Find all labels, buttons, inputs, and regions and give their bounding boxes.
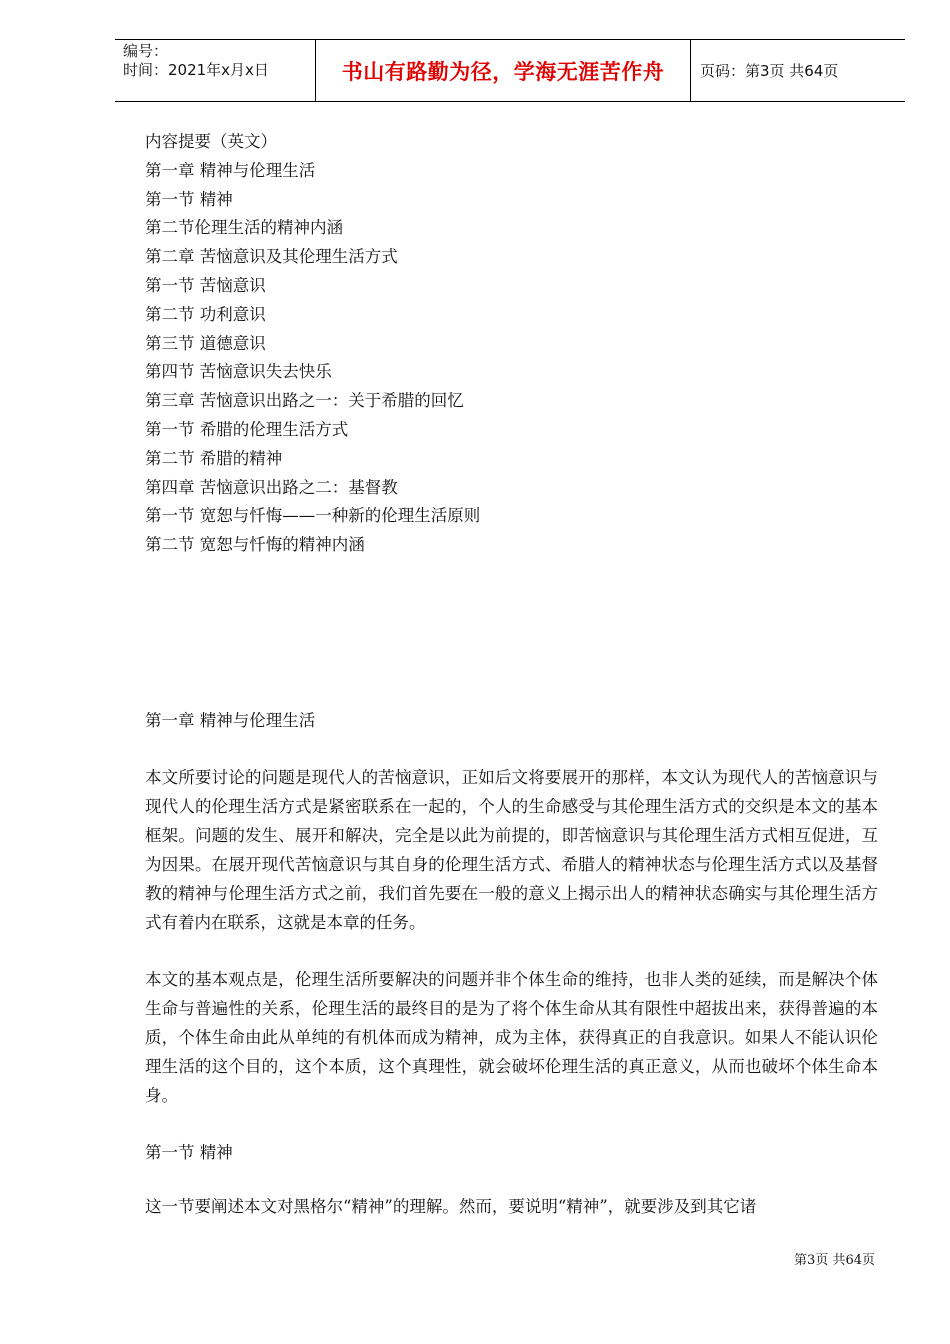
toc-item: 第一节 苦恼意识 xyxy=(145,275,266,295)
toc-item: 第四章 苦恼意识出路之二：基督教 xyxy=(145,477,398,497)
section-heading: 第一节 精神 xyxy=(145,1143,233,1162)
body-paragraph: 本文所要讨论的问题是现代人的苦恼意识，正如后文将要展开的那样，本文认为现代人的苦恼意识与现代人的伦理生活方式是紧密联系在一起的，个人的生命感受与其伦理生活方式的交织是本文的基本框架。问题的发生、展开和解决，完全是以此为前提的，即苦恼意识与其伦理生活方式相互促进，互为因果。在展开现代苦恼意识与其自身的伦理生活方式、希腊人的精神状态与伦理生活方式以及基督教的精神与伦理生活方式之前，我们首先要在一般的意义上揭示出人的精神状态确实与其伦理生活方式有着内在联系，这就是本章的任务。 xyxy=(145,768,878,932)
page-footer: 第3页 共64页 xyxy=(794,1253,875,1268)
toc-item: 第三节 道德意识 xyxy=(145,333,266,353)
table-of-contents xyxy=(145,128,878,560)
toc-item: 第二节 宽恕与忏悔的精神内涵 xyxy=(145,535,365,555)
page-header xyxy=(115,39,905,102)
toc-item: 第一章 精神与伦理生活 xyxy=(145,160,316,180)
time-label: 时间：2021年x月x日 xyxy=(123,61,269,79)
toc-item: 第二节伦理生活的精神内涵 xyxy=(145,218,343,238)
body-paragraph: 本文的基本观点是，伦理生活所要解决的问题并非个体生命的维持，也非人类的延续，而是解决个体生命与普遍性的关系，伦理生活的最终目的是为了将个体生命从其有限性中超拔出来，获得普遍的本质，个体生命由此从单纯的有机体而成为精神，成为主体，获得真正的自我意识。如果人不能认识伦理生活的这个目的，这个本质，这个真理性，就会破坏伦理生活的真正意义，从而也破坏个体生命本身。 xyxy=(145,970,878,1105)
header-motto: 书山有路勤为径，学海无涯苦作舟 xyxy=(315,40,691,101)
serial-label: 编号： xyxy=(123,42,169,60)
header-meta xyxy=(123,42,315,80)
chapter-heading: 第一章 精神与伦理生活 xyxy=(145,711,316,730)
header-page-info: 页码：第3页 共64页 xyxy=(700,62,839,80)
toc-item: 第四节 苦恼意识失去快乐 xyxy=(145,362,332,382)
toc-item: 第二节 希腊的精神 xyxy=(145,448,283,468)
toc-item: 第二节 功利意识 xyxy=(145,304,266,324)
toc-item: 第二章 苦恼意识及其伦理生活方式 xyxy=(145,247,398,267)
body-paragraph: 这一节要阐述本文对黑格尔“精神”的理解。然而，要说明“精神”，就要涉及到其它诸 xyxy=(145,1197,757,1216)
toc-item: 第一节 精神 xyxy=(145,189,233,209)
toc-item: 第一节 宽恕与忏悔——一种新的伦理生活原则 xyxy=(145,506,481,526)
toc-item: 内容提要（英文） xyxy=(145,132,277,151)
toc-item: 第三章 苦恼意识出路之一：关于希腊的回忆 xyxy=(145,391,464,411)
toc-item: 第一节 希腊的伦理生活方式 xyxy=(145,419,349,439)
